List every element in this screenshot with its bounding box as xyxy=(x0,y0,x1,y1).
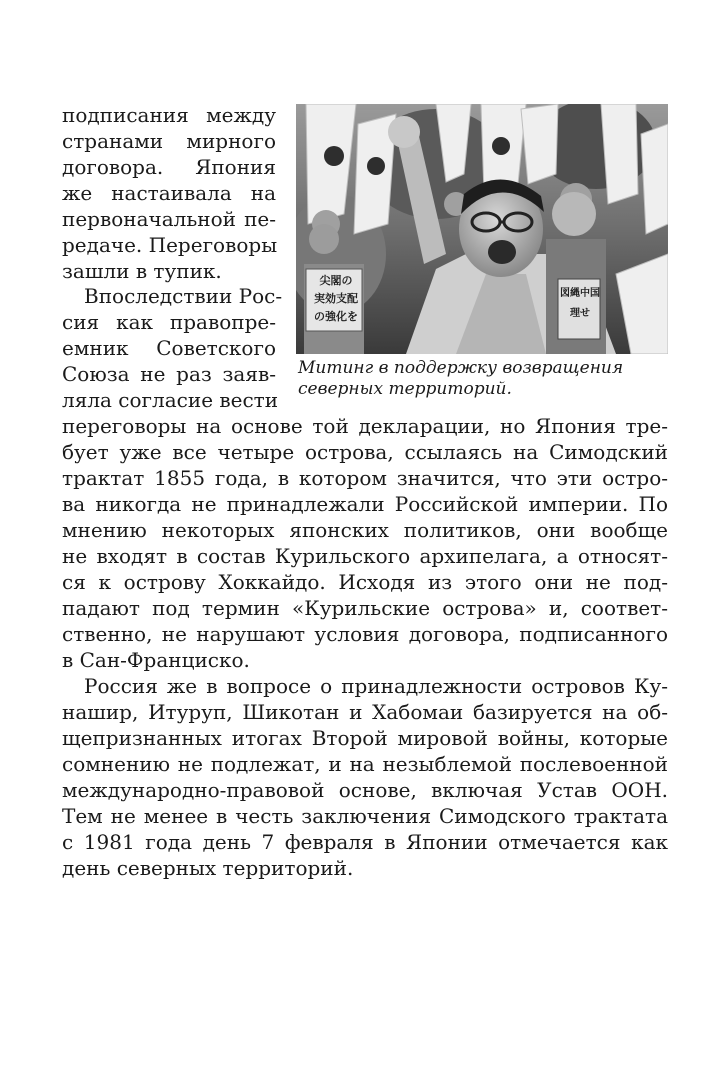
figure-caption-line: северных территорий. xyxy=(298,379,512,399)
text-line: мнению некоторых японских политиков, они вообще xyxy=(62,518,668,542)
text-line: ва никогда не принадлежали Российской империи. По xyxy=(62,492,668,516)
text-line: зашли в тупик. xyxy=(62,259,222,283)
text-line: в Сан-Франциско. xyxy=(62,648,250,672)
text-line: переговоры на основе той декларации, но Япония тре- xyxy=(62,414,668,438)
text-line: с 1981 года день 7 февраля в Японии отмечается как xyxy=(62,830,668,854)
sign-text: 実効支配 xyxy=(314,292,358,305)
sign-left xyxy=(310,272,362,326)
text-line: же настаивала на xyxy=(62,181,276,205)
text-line: подписания между xyxy=(62,103,276,127)
text-line: сия как правопре- xyxy=(62,310,276,334)
text-line: ляла согласие вести xyxy=(62,388,279,412)
text-line: Впоследствии Рос- xyxy=(84,284,283,308)
text-line: договора. Япония xyxy=(62,155,276,179)
text-line: емник Советского xyxy=(62,336,276,360)
sign-right xyxy=(560,284,600,324)
text-line: ственно, не нарушают условия договора, подписанного xyxy=(62,622,668,646)
sign-text: 図縄中国 xyxy=(560,288,600,299)
text-line: день северных территорий. xyxy=(62,856,354,880)
text-line: трактат 1855 года, в котором значится, что эти остро- xyxy=(62,466,668,490)
figure-caption-line: Митинг в поддержку возвращения xyxy=(298,358,624,378)
text-line: нашир, Итуруп, Шикотан и Хабомаи базируется на об- xyxy=(62,700,668,724)
text-line: сомнению не подлежат, и на незыблемой послевоенной xyxy=(62,752,668,776)
text-line: редаче. Переговоры xyxy=(62,233,278,257)
sign-text: 理せ xyxy=(570,308,590,319)
text-line: Тем не менее в честь заключения Симодского трактата xyxy=(62,804,668,828)
sign-text: の強化を xyxy=(314,310,358,323)
rally-photo xyxy=(296,104,668,354)
text-line: ся к острову Хоккайдо. Исходя из этого они не под- xyxy=(62,570,668,594)
text-line: странами мирного xyxy=(62,129,276,153)
text-line: бует уже все четыре острова, ссылаясь на Симодский xyxy=(62,440,668,464)
text-line: не входят в состав Курильского архипелага, а относят- xyxy=(62,544,668,568)
text-line: первоначальной пе- xyxy=(62,207,276,231)
text-line: Союза не раз заяв- xyxy=(62,362,276,386)
text-line: международно-правовой основе, включая Устав ООН. xyxy=(62,778,668,802)
sign-text: 尖閣の xyxy=(319,274,353,287)
text-line: Россия же в вопросе о принадлежности островов Ку- xyxy=(84,674,668,698)
text-line: щепризнанных итогах Второй мировой войны, которые xyxy=(62,726,668,750)
text-line: падают под термин «Курильские острова» и, соответ- xyxy=(62,596,668,620)
